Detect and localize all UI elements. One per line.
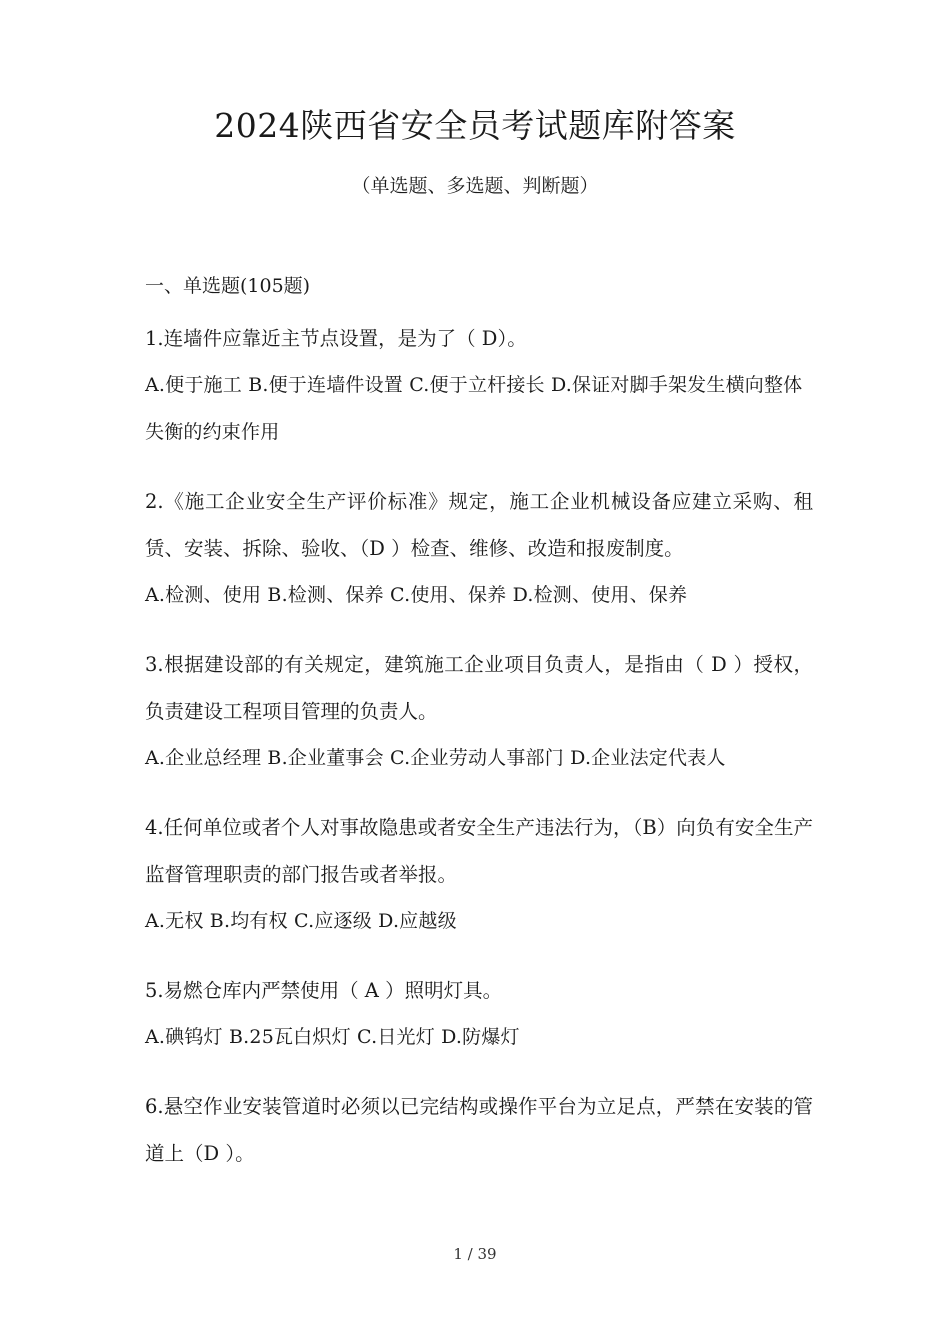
question-stem: 4.任何单位或者个人对事故隐患或者安全生产违法行为，（B）向负有安全生产监督管理职责的部门报告或者举报。: [145, 816, 813, 886]
question-stem: 3.根据建设部的有关规定，建筑施工企业项目负责人，是指由（ D ）授权，负责建设工程项目管理的负责人。: [145, 653, 813, 723]
question-item: [145, 641, 813, 782]
question-stem: 6.悬空作业安装管道时必须以已完结构或操作平台为立足点，严禁在安装的管道上（D ）。: [145, 1095, 813, 1165]
question-options: A.检测、使用 B.检测、保养 C.使用、保养 D.检测、使用、保养: [145, 584, 688, 606]
question-item: [145, 1083, 813, 1177]
question-item: [145, 478, 813, 619]
question-stem: 2.《施工企业安全生产评价标准》规定，施工企业机械设备应建立采购、租赁、安装、拆除、验收、（D ）检查、维修、改造和报废制度。: [145, 490, 813, 560]
question-options: A.碘钨灯 B.25瓦白炽灯 C.日光灯 D.防爆灯: [145, 1026, 520, 1048]
question-options: A.企业总经理 B.企业董事会 C.企业劳动人事部门 D.企业法定代表人: [145, 747, 726, 769]
question-options: A.无权 B.均有权 C.应逐级 D.应越级: [145, 910, 457, 932]
question-options: A.便于施工 B.便于连墙件设置 C.便于立杆接长 D.保证对脚手架发生横向整体失衡的约束作用: [145, 374, 803, 443]
document-content: [145, 272, 813, 1199]
question-item: [145, 804, 813, 945]
page-indicator: 1 / 39: [453, 1245, 497, 1263]
question-item: [145, 315, 813, 456]
question-stem: 1.连墙件应靠近主节点设置，是为了（ D）。: [145, 327, 527, 350]
question-item: [145, 967, 813, 1061]
document-subtitle: （单选题、多选题、判断题）: [351, 175, 599, 197]
section-heading: 一、单选题(105题): [145, 275, 311, 297]
document-title: 2024陕西省安全员考试题库附答案: [214, 106, 736, 145]
question-stem: 5.易燃仓库内严禁使用（ A ）照明灯具。: [145, 979, 503, 1002]
